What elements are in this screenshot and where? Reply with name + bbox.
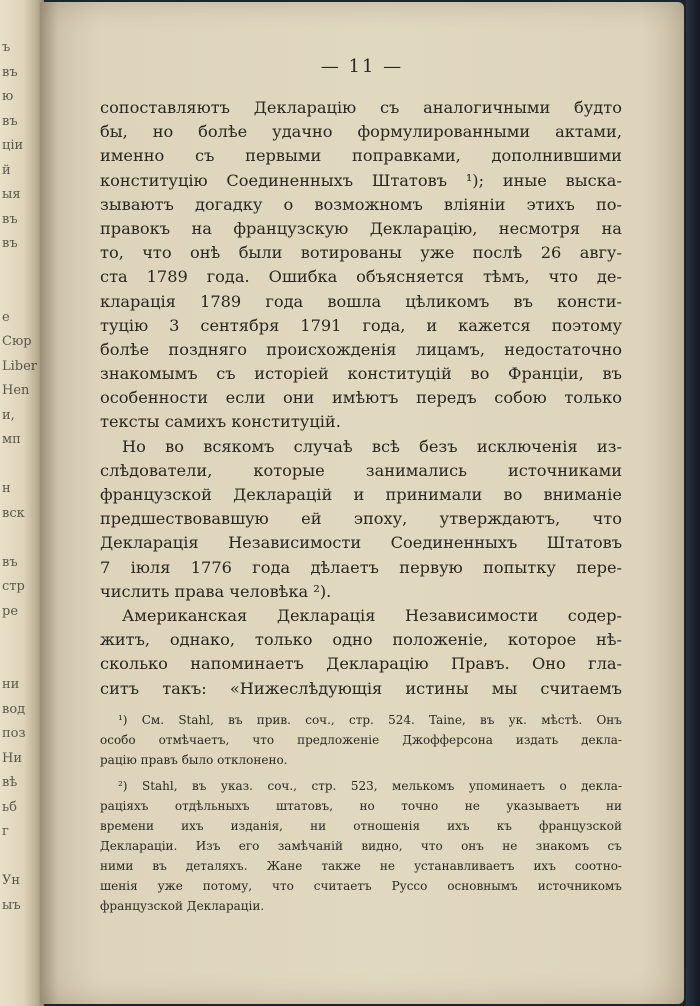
body-text (100, 96, 622, 701)
footnote-line: раціяхъ отдѣльныхъ штатовъ, но точно не указываетъ ни (100, 799, 622, 813)
facing-page-fragment: ъ (2, 40, 11, 55)
facing-page-fragment (2, 261, 40, 277)
facing-page-fragment: Сюр (2, 334, 32, 349)
text-line: конституцію Соединенныхъ Штатовъ ¹); иные выска- (100, 170, 622, 190)
text-line: туцію 3 сентября 1791 года, и кажется поэтому (100, 315, 622, 335)
facing-page-fragment: и, (2, 407, 15, 423)
text-line: зываютъ догадку о возможномъ вліяніи этихъ по- (100, 194, 622, 214)
text-line: ситъ такъ: «Нижеслѣдующія истины мы считаемъ (100, 678, 622, 698)
footnote-line: шенія уже потому, что считаетъ Руссо основнымъ источникомъ (100, 879, 622, 893)
facing-page-fragment: въ (2, 236, 18, 251)
text-line: ста 1789 года. Ошибка объясняется тѣмъ, что де- (100, 267, 622, 287)
facing-page-fragment (2, 457, 40, 473)
facing-page-fragment: вск (2, 505, 25, 521)
facing-page-fragment: ьб (2, 799, 17, 815)
facing-page-fragment: ыъ (2, 897, 21, 913)
text-line: болѣе позднягo происхожденія лицамъ, недостаточно (100, 339, 622, 359)
footnote-line: ними въ деталяхъ. Жане также не устанавливаетъ ихъ соотно- (100, 859, 622, 873)
facing-page-fragment: въ (2, 113, 18, 129)
facing-page-fragment: н (2, 481, 11, 496)
text-line: Американская Декларація Независимости содер- (122, 605, 622, 625)
text-line: тексты самихъ конституцій. (100, 412, 341, 432)
book-page (40, 2, 684, 1004)
footnote (100, 776, 622, 916)
facing-page-fragment: Hen (2, 383, 30, 398)
facing-page-fragment: е (2, 309, 10, 325)
footnote-line: ¹) См. Stahl, въ прив. соч., стр. 524. Taine, въ ук. мѣстѣ. Онъ (118, 713, 622, 727)
facing-page-fragment: г (2, 824, 9, 839)
footnote-line: ²) Stahl, въ указ. соч., стр. 523, мелькомъ упоминаетъ о декла- (118, 779, 622, 793)
facing-page-fragment: Liber (2, 358, 38, 374)
text-line: Но во всякомъ случаѣ всѣ безъ исключенія из- (122, 436, 622, 456)
footnotes (100, 710, 622, 916)
facing-page-fragment: ре (2, 603, 19, 619)
facing-page-fragment: ціи (2, 138, 24, 153)
footnote-line: времени ихъ изданія, ни отношенія ихъ къ французской (100, 819, 622, 833)
text-line: кларація 1789 года вошла цѣликомъ въ консти- (100, 291, 622, 311)
facing-page-fragment: въ (2, 211, 18, 227)
facing-page-edge (0, 0, 44, 1006)
facing-page-fragment (2, 628, 40, 644)
paragraph (100, 96, 622, 435)
facing-page-fragment (2, 849, 40, 865)
text-line: житъ, однако, только одно положеніе, которое нѣ- (100, 630, 622, 650)
text-line: именно съ первыми поправками, дополнившими (100, 146, 622, 166)
text-line: французской Декларацій и принимали во вниманіе (100, 485, 622, 504)
text-line: числить права человѣка ²). (100, 581, 332, 601)
text-line: то, что онѣ были вотированы уже послѣ 26 авгу- (100, 243, 622, 263)
text-line: правокъ на французскую Декларацію, несмотря на (100, 218, 622, 238)
facing-page-fragment (2, 530, 40, 546)
footnote-line: особо отмѣчаетъ, что предложеніе Джофферсона издать декла- (100, 733, 622, 747)
facing-page-fragment: ни (2, 677, 20, 692)
footnote-line: рацію правъ было отклонено. (100, 753, 288, 767)
facing-page-fragment: вод (2, 701, 26, 717)
facing-page-fragment: стр (2, 579, 25, 594)
text-line: знакомымъ съ исторіей конституцій во Франціи, въ (100, 364, 622, 384)
text-line: Декларація Независимости Соединенныхъ Штатовъ (100, 533, 622, 553)
text-line: слѣдователи, которые занимались источниками (100, 460, 622, 480)
page-number: — 11 — (320, 56, 404, 77)
facing-page-fragment: поз (2, 726, 26, 741)
text-line: особенности если они имѣютъ передъ собою только (100, 388, 622, 408)
facing-page-fragment: ыя (2, 187, 21, 202)
facing-page-fragment: й (2, 162, 11, 178)
facing-page-fragment: мп (2, 432, 21, 447)
book-binding (686, 0, 700, 1006)
footnote-line: французской Деклараціи. (100, 899, 265, 913)
facing-page-fragment: вѣ (2, 775, 18, 790)
text-line: сколько напоминаетъ Декларацію Правъ. Оно гла- (100, 654, 622, 674)
facing-page-fragment (2, 653, 40, 669)
paragraph (100, 435, 622, 604)
facing-page-fragment: Ун (2, 873, 21, 888)
text-line: сопоставляютъ Декларацію съ аналогичными будто (100, 98, 622, 117)
footnote-line: Деклараціи. Изъ его замѣчаній видно, что онъ не знакомъ съ (100, 839, 622, 853)
facing-page-fragment: въ (2, 554, 18, 570)
facing-page-fragment: Ни (2, 750, 23, 766)
footnote (100, 710, 622, 770)
text-line: 7 іюля 1776 года дѣлаетъ первую попытку пере- (100, 557, 622, 577)
text-line: предшествовавшую ей эпоху, утверждаютъ, что (100, 509, 622, 529)
facing-page-fragment (2, 285, 40, 301)
text-line: бы, но болѣе удачно формулированными актами, (100, 122, 622, 142)
facing-page-fragment: въ (2, 64, 18, 80)
facing-page-fragment: ю (2, 89, 14, 104)
paragraph (100, 604, 622, 701)
